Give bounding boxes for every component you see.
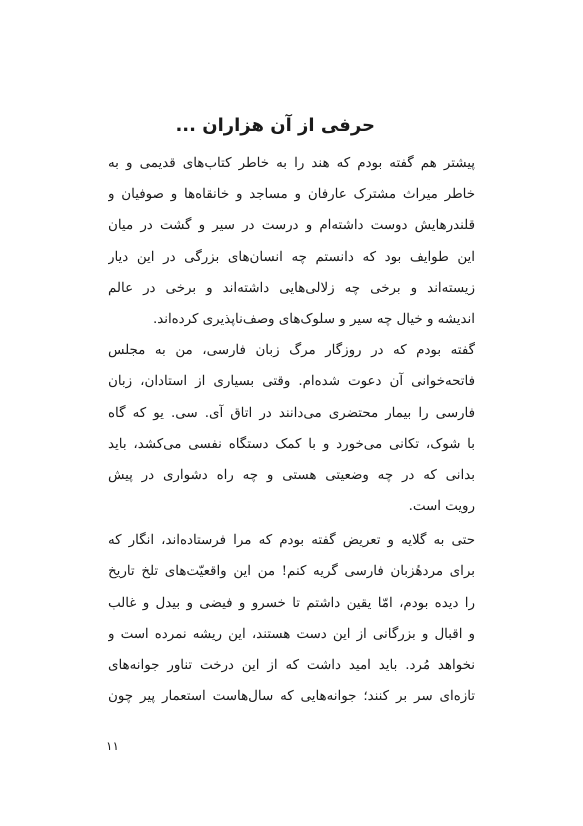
text-line: را دیده بودم، امّا یقین داشتم تا خسرو و فیضی و بیدل و غالب <box>108 595 475 611</box>
text-line: با شوک، تکانی می‌خورد و با کمک دستگاه نفسی می‌کشد، باید <box>108 436 475 452</box>
text-line: و اقبال و بزرگانی از این دست هستند، این ریشه نمرده است و <box>108 626 475 642</box>
text-line: برای مردهٔزبان فارسی گریه کنم! من این واقعیّت‌های تلخ تاریخ <box>108 564 475 580</box>
text-line: فارسی را بیمار محتضری می‌دانند در اتاق آی. سی. یو که گاه <box>108 405 475 421</box>
text-line: پیشتر هم گفته بودم که هند را به خاطر کتاب‌های قدیمی و به <box>108 156 475 171</box>
paragraph-2 <box>108 335 475 522</box>
text-line: خاطر میراث مشترک عارفان و مساجد و خانقاه‌ها و صوفیان و <box>108 187 475 203</box>
page-number: ۱۱ <box>106 739 119 753</box>
paragraph-3 <box>108 525 475 712</box>
text-line: فاتحه‌خوانی آن دعوت شده‌ام. وقتی بسیاری از استادان، زبان <box>108 374 475 390</box>
chapter-title: حرفی از آن هزاران ... <box>175 115 375 137</box>
text-line: اندیشه و خیال چه سیر و سلوک‌های وصف‌ناپذیری کرده‌اند. <box>152 311 475 327</box>
body-text <box>108 148 475 712</box>
text-line: زیسته‌اند و برخی چه زلالی‌هایی داشته‌اند و برخی در عالم <box>108 280 475 296</box>
paragraph-1 <box>108 148 475 335</box>
text-line: گفته بودم که در روزگار مرگ زبان فارسی، من به مجلس <box>108 343 475 359</box>
text-line: حتی به گلایه و تعریض گفته بودم که مرا فرستاده‌اند، انگار که <box>108 533 475 549</box>
text-line: بدانی که در چه وضعیتی هستی و چه راه دشواری در پیش <box>108 467 475 483</box>
text-line: رویت است. <box>408 499 475 515</box>
text-line: قلندرهایش دوست داشته‌ام و درست در سیر و گشت در میان <box>108 218 475 234</box>
text-line: تازه‌ای سر بر کنند؛ جوانه‌هایی که سال‌هاست استعمار پیر چون <box>108 689 475 705</box>
text-line: نخواهد مُرد. باید امید داشت که از این درخت تناور جوانه‌های <box>108 658 475 673</box>
text-line: این طوایف بود که دانستم چه انسان‌های بزرگی در این دیار <box>108 249 475 265</box>
